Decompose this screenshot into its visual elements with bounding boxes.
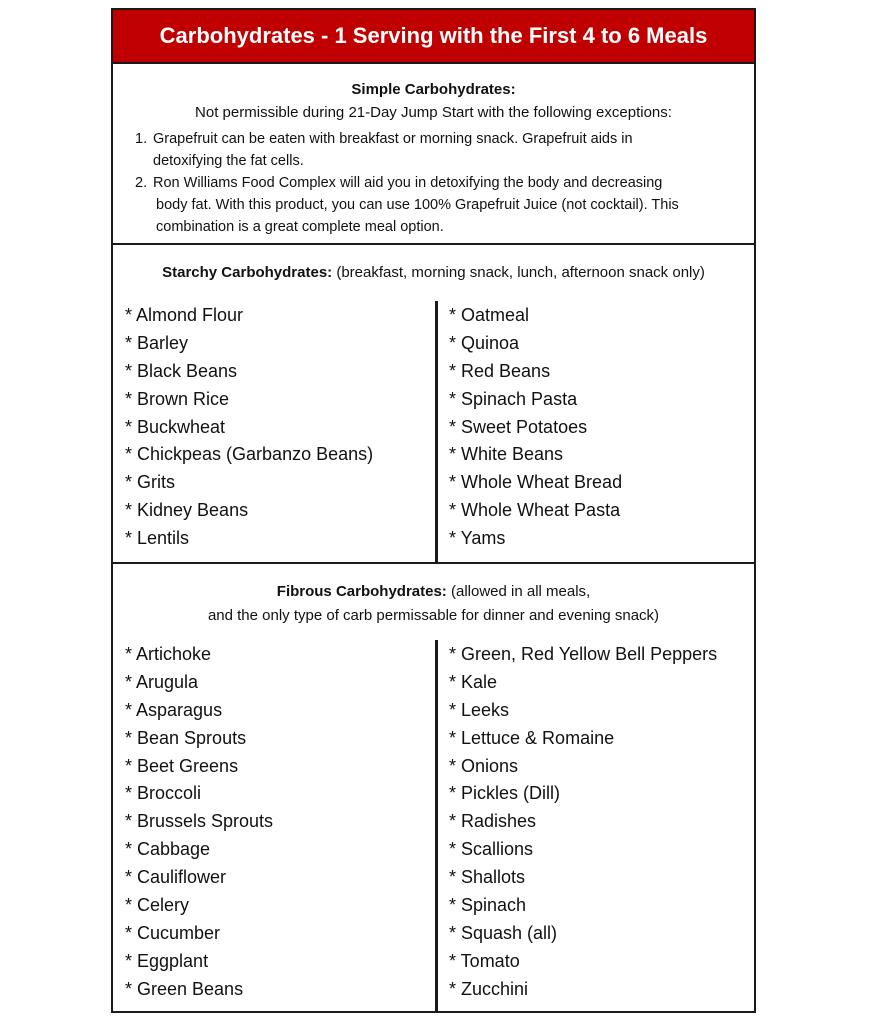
fibrous-heading-label: Fibrous Carbohydrates: (276, 583, 447, 600)
exception-line: Ron Williams Food Complex will aid you in detoxifying the body and decreasing (153, 175, 663, 191)
list-item: * Lentils (125, 528, 190, 549)
list-item: * Cauliflower (125, 867, 227, 888)
list-item: * Red Beans (449, 360, 551, 381)
simple-carbs-title: Simple Carbohydrates: (351, 81, 516, 98)
starchy-list-left (125, 302, 373, 553)
list-item: * Leeks (449, 699, 510, 720)
list-item: * Scallions (449, 839, 534, 860)
list-item: * Green Beans (125, 978, 244, 999)
fibrous-heading-note-line2: and the only type of carb permissable for dinner and evening snack) (207, 607, 660, 624)
banner-title: Carbohydrates - 1 Serving with the First 4 to 6 Meals (113, 10, 754, 64)
list-item: * Kale (449, 671, 498, 692)
list-item: * Quinoa (449, 332, 520, 353)
list-item: * Tomato (449, 950, 520, 971)
list-item: * Green, Red Yellow Bell Peppers (449, 644, 718, 664)
list-item: * Shallots (449, 867, 526, 888)
list-item: * Onions (449, 755, 519, 776)
fibrous-list-left (125, 641, 273, 1004)
list-item: * White Beans (449, 444, 564, 465)
list-item: * Zucchini (449, 978, 529, 999)
list-item: * Pickles (Dill) (449, 783, 561, 804)
list-item: * Yams (449, 528, 506, 549)
list-item: * Lettuce & Romaine (449, 727, 615, 748)
list-item: * Beet Greens (125, 755, 239, 776)
section-divider (113, 562, 754, 564)
list-item: * Radishes (449, 811, 537, 832)
list-item: * Brown Rice (125, 388, 230, 409)
list-item: * Cabbage (125, 839, 211, 860)
fibrous-heading (113, 580, 754, 628)
exception-line: body fat. With this product, you can use 100% Grapefruit Juice (not cocktail). This (156, 197, 679, 213)
exceptions-list (135, 128, 723, 238)
exception-line: detoxifying the fat cells. (153, 153, 304, 169)
exception-line: combination is a great complete meal option. (156, 219, 444, 235)
list-item: * Broccoli (125, 783, 202, 804)
list-item: * Eggplant (125, 950, 209, 971)
simple-carbs-subtitle: Not permissible during 21-Day Jump Start with the following exceptions: (195, 104, 672, 121)
list-item: * Almond Flour (125, 305, 244, 325)
list-item: * Barley (125, 332, 189, 353)
list-item: * Cucumber (125, 922, 221, 943)
list-item: * Bean Sprouts (125, 727, 247, 748)
list-item: * Black Beans (125, 360, 238, 381)
list-item: * Sweet Potatoes (449, 416, 588, 437)
fibrous-heading-note: (allowed in all meals, (450, 583, 591, 600)
column-divider (435, 301, 438, 562)
list-item: * Arugula (125, 671, 199, 692)
list-item: * Oatmeal (449, 305, 530, 325)
exception-number: 1. (135, 131, 148, 147)
list-item: * Squash (all) (449, 922, 558, 943)
exception-number: 2. (135, 175, 148, 191)
list-item: * Whole Wheat Bread (449, 472, 623, 493)
starchy-heading-note: (breakfast, morning snack, lunch, afternoon snack only) (336, 264, 705, 281)
list-item: * Asparagus (125, 699, 223, 720)
fibrous-list-right (449, 641, 717, 1004)
list-item: * Spinach (449, 895, 527, 916)
simple-carbs-section (113, 64, 754, 244)
list-item: * Kidney Beans (125, 500, 249, 521)
list-item: * Whole Wheat Pasta (449, 500, 621, 521)
list-item: * Grits (125, 472, 176, 493)
starchy-heading (113, 261, 754, 285)
column-divider (435, 640, 438, 1013)
exception-line: Grapefruit can be eaten with breakfast or morning snack. Grapefruit aids in (153, 131, 633, 147)
carbohydrates-card (111, 8, 756, 1013)
list-item: * Celery (125, 895, 190, 916)
list-item: * Brussels Sprouts (125, 811, 274, 832)
section-divider (113, 243, 754, 245)
starchy-heading-label: Starchy Carbohydrates: (162, 264, 333, 281)
exception-item (135, 172, 723, 238)
list-item: * Artichoke (125, 644, 212, 664)
list-item: * Chickpeas (Garbanzo Beans) (125, 444, 374, 465)
exception-item (135, 128, 723, 172)
starchy-list-right (449, 302, 622, 553)
list-item: * Buckwheat (125, 416, 226, 437)
list-item: * Spinach Pasta (449, 388, 578, 409)
